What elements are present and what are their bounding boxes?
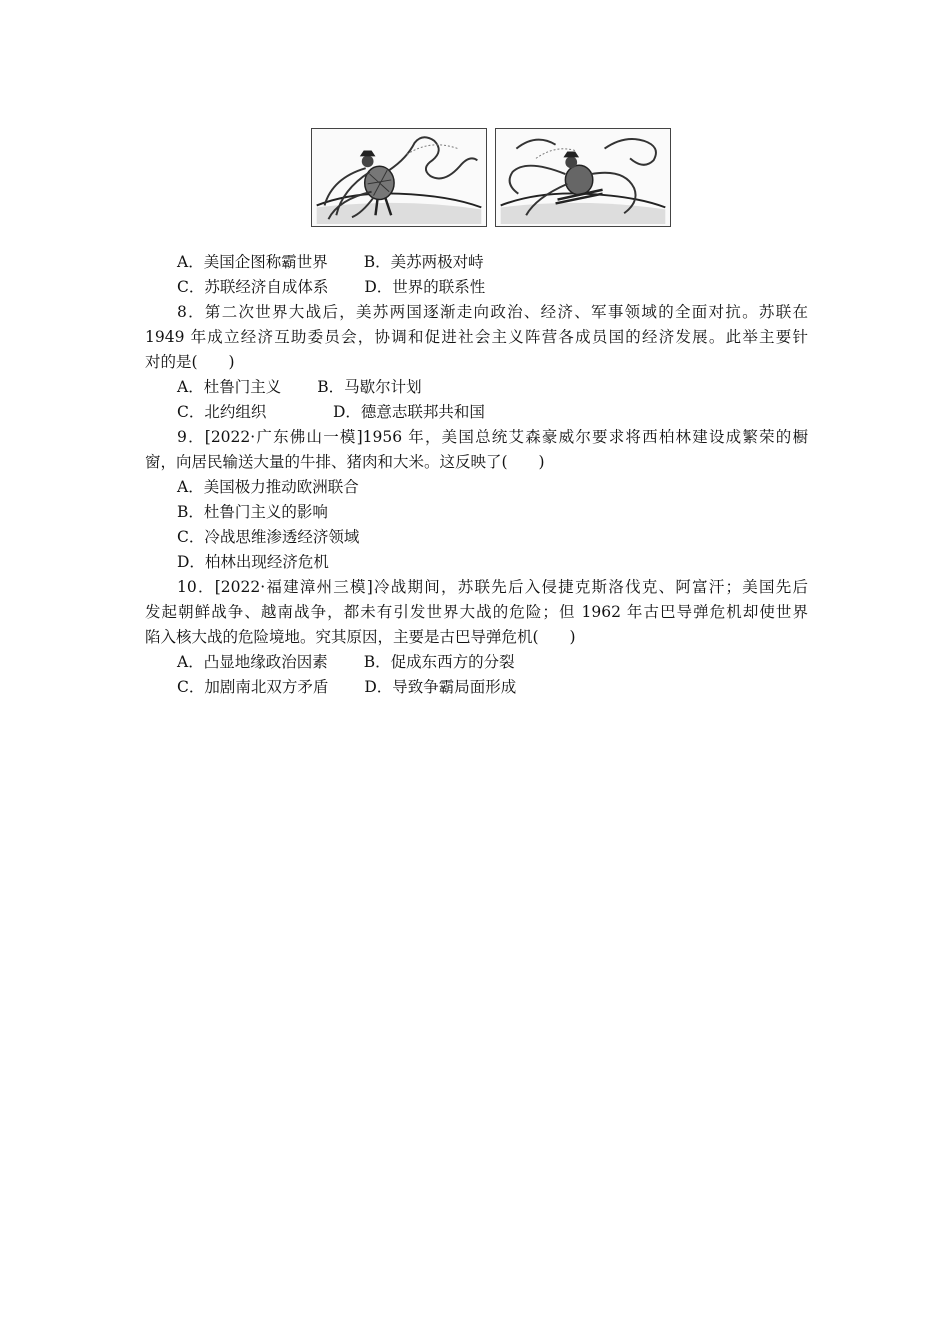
q8-options-row-2 bbox=[145, 400, 808, 425]
q8-option-d[interactable]: D．德意志联邦共和国 bbox=[333, 403, 485, 421]
q10-options-row-1 bbox=[145, 650, 808, 675]
q10-option-c[interactable]: C．加剧南北双方矛盾 bbox=[177, 678, 329, 696]
question-8 bbox=[145, 300, 808, 425]
q9-stem-line-2: 窗，向居民输送大量的牛排、猪肉和大米。这反映了( ) bbox=[145, 453, 545, 471]
question-7 bbox=[145, 250, 808, 300]
q8-option-b[interactable]: B．马歇尔计划 bbox=[317, 378, 422, 396]
q10-option-a[interactable]: A．凸显地缘政治因素 bbox=[177, 653, 328, 671]
cartoon-figure bbox=[311, 128, 673, 229]
q7-option-b[interactable]: B．美苏两极对峙 bbox=[363, 253, 484, 271]
q9-option-b[interactable]: B．杜鲁门主义的影响 bbox=[177, 503, 328, 521]
q8-stem-line-1: 8．第二次世界大战后，美苏两国逐渐走向政治、经济、军事领域的全面对抗。苏联在 bbox=[177, 303, 808, 321]
q10-stem-line-2: 发起朝鲜战争、越南战争，都未有引发世界大战的危险；但 1962 年古巴导弹危机却使世界 bbox=[145, 603, 808, 621]
cartoon-illustration-right bbox=[496, 129, 670, 226]
cartoon-illustration-left bbox=[312, 129, 486, 226]
q9-stem-line-1: 9．[2022·广东佛山一模]1956 年，美国总统艾森豪威尔要求将西柏林建设成繁荣的橱 bbox=[177, 428, 808, 446]
q10-stem-line-3: 陷入核大战的危险境地。究其原因，主要是古巴导弹危机( ) bbox=[145, 628, 576, 646]
q8-option-a[interactable]: A．杜鲁门主义 bbox=[177, 378, 282, 396]
q7-option-d[interactable]: D．世界的联系性 bbox=[364, 278, 486, 296]
q10-option-d[interactable]: D．导致争霸局面形成 bbox=[364, 678, 517, 696]
q8-stem-line-2: 1949 年成立经济互助委员会，协调和促进社会主义阵营各成员国的经济发展。此举主要针 bbox=[145, 328, 808, 346]
q7-options-row-1 bbox=[145, 250, 808, 275]
cartoon-panel-right bbox=[495, 128, 671, 227]
q8-option-c[interactable]: C．北约组织 bbox=[177, 403, 267, 421]
q7-option-c[interactable]: C．苏联经济自成体系 bbox=[177, 278, 329, 296]
q9-option-d[interactable]: D．柏林出现经济危机 bbox=[177, 553, 329, 571]
q10-stem-line-1: 10．[2022·福建漳州三模]冷战期间，苏联先后入侵捷克斯洛伐克、阿富汗；美国先后 bbox=[177, 578, 808, 596]
q8-options-row-1 bbox=[145, 375, 808, 400]
q10-option-b[interactable]: B．促成东西方的分裂 bbox=[363, 653, 515, 671]
q10-options-row-2 bbox=[145, 675, 808, 700]
q7-option-a[interactable]: A．美国企图称霸世界 bbox=[177, 253, 328, 271]
q9-option-a[interactable]: A．美国极力推动欧洲联合 bbox=[177, 478, 359, 496]
question-9 bbox=[145, 425, 808, 575]
question-10 bbox=[145, 575, 808, 700]
q8-stem-line-3: 对的是( ) bbox=[145, 353, 235, 371]
q9-option-c[interactable]: C．冷战思维渗透经济领域 bbox=[177, 528, 360, 546]
cartoon-panel-left bbox=[311, 128, 487, 227]
q7-options-row-2 bbox=[145, 275, 808, 300]
